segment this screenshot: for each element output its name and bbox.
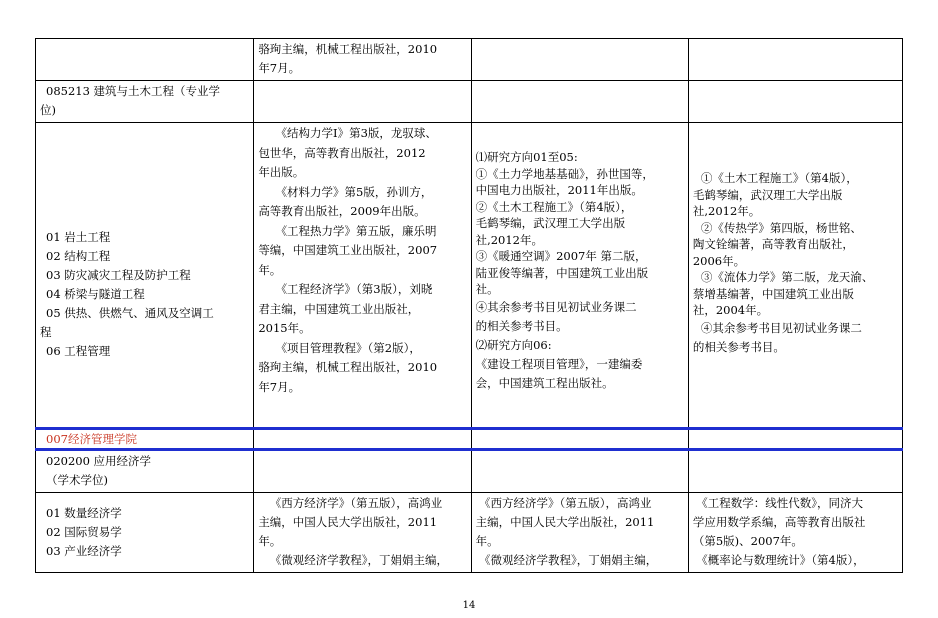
text-line: 社,2012年。 [692, 204, 761, 218]
text-line: 01 岩土工程 [46, 229, 111, 244]
text-line: 《工程经济学》（第3版），刘晓 [275, 282, 433, 296]
text-line: 社,2012年。 [475, 232, 543, 247]
text-line: ③《暖通空调》2007年 第二版， [475, 249, 647, 263]
text-line: 《微观经济学教程》，丁娟娟主编， [269, 553, 449, 567]
table-cell [688, 81, 902, 123]
exam-books-cell [254, 493, 471, 573]
text-line: 蔡增基编著，中国建筑工业出版 [692, 286, 854, 301]
table-row [36, 81, 903, 123]
retest-books-cell [471, 123, 688, 429]
text-line: 高等教育出版社，2009年出版。 [258, 204, 426, 218]
text-line: 年7月。 [258, 379, 301, 394]
text-line: 02 结构工程 [46, 248, 111, 263]
table-cell [254, 429, 471, 450]
text-line: ①《土力学地基基础》，孙世国等， [475, 166, 654, 181]
text-line: 《材料力学》第5版，孙训方， [275, 184, 433, 199]
text-line: 03 防灾减灾工程及防护工程 [46, 267, 191, 282]
college-name: 007经济管理学院 [46, 432, 137, 446]
text-line: 君主编，中国建筑工业出版社， [258, 301, 420, 316]
text-line: 《微观经济学教程》，丁娟娟主编， [479, 553, 658, 567]
table-row [36, 39, 903, 81]
major-name-cell [36, 450, 254, 493]
text-line: 04 桥梁与隧道工程 [46, 286, 145, 301]
text-line: 主编，中国人民大学出版社，2011 [258, 515, 438, 529]
college-row [36, 429, 903, 450]
text-line: 包世华，高等教育出版社，2012 [258, 145, 426, 160]
research-directions-cell [36, 493, 254, 573]
text-line: 位) [40, 103, 56, 117]
table-cell [688, 429, 902, 450]
table-row [36, 450, 903, 493]
text-line: 《结构力学Ⅰ》第3版，龙驭球、 [275, 126, 437, 140]
table-row [36, 123, 903, 429]
text-line: 《概率论与数理统计》（第4版）， [696, 553, 865, 567]
text-line: 03 产业经济学 [46, 543, 122, 558]
text-line: ②《土木工程施工》（第4版）， [475, 199, 633, 214]
text-line: 《项目管理教程》（第2版）， [275, 340, 421, 355]
college-name-cell [36, 429, 254, 450]
text-line: 085213 建筑与土木工程（专业学 [46, 84, 221, 98]
text-line: 骆珣主编，机械工程出版社，2010 [258, 360, 438, 374]
text-line: ③《流体力学》第二版，龙天渝、 [700, 270, 874, 284]
text-line: 等编，中国建筑工业出版社，2007 [258, 243, 438, 257]
table-cell [688, 39, 902, 81]
text-line: 主编，中国人民大学出版社，2011 [475, 515, 655, 529]
text-line: ④其余参考书目见初试业务课二 [700, 320, 862, 335]
text-line: 年7月。 [258, 61, 301, 75]
text-line: 陆亚俊等编著，中国建筑工业出版 [475, 265, 649, 280]
text-line: 《西方经济学》（第五版），高鸿业 [269, 496, 443, 510]
major-name-cell [36, 81, 254, 123]
table-cell [254, 450, 471, 493]
text-line: （学术学位) [46, 473, 108, 487]
text-line: ②《传热学》第四版，杨世铭、 [700, 220, 862, 235]
research-directions-cell [36, 123, 254, 429]
exam-books-cell [254, 123, 471, 429]
text-line: 毛鹤琴编，武汉理工大学出版 [692, 187, 843, 202]
text-line: 程 [40, 324, 52, 339]
page-number: 14 [462, 600, 476, 611]
text-line: 《工程数学：线性代数》，同济大 [696, 496, 864, 510]
text-line: ⑵研究方向06: [475, 337, 552, 352]
text-line: ⑴研究方向01至05: [475, 150, 578, 164]
text-line: 社。 [475, 282, 499, 296]
text-line: 陶文铨编著，高等教育出版社， [692, 237, 854, 251]
text-line: 年。 [258, 534, 282, 548]
text-line: 2006年。 [692, 253, 746, 268]
text-line: 社，2004年。 [692, 303, 769, 317]
text-line: 会，中国建筑工程出版社。 [475, 375, 614, 390]
equivalent-books-cell [688, 123, 902, 429]
text-line: 《西方经济学》（第五版），高鸿业 [479, 496, 652, 510]
text-line: ④其余参考书目见初试业务课二 [475, 299, 637, 314]
table-cell [254, 39, 471, 81]
equivalent-books-cell [688, 493, 902, 573]
catalog-table [35, 38, 903, 573]
text-line: 年出版。 [258, 165, 305, 179]
text-line: 骆珣主编，机械工程出版社，2010 [258, 42, 438, 56]
text-line: 02 国际贸易学 [46, 524, 122, 539]
table-cell [471, 39, 688, 81]
retest-books-cell [471, 493, 688, 573]
table-cell [471, 450, 688, 493]
text-line: 的相关参考书目。 [475, 318, 568, 333]
text-line: 年。 [258, 262, 282, 277]
text-line: 年。 [475, 534, 499, 548]
text-line: 2015年。 [258, 321, 311, 335]
text-line: （第5版)、2007年。 [692, 534, 803, 548]
text-line: 的相关参考书目。 [692, 339, 785, 354]
text-line: 《建设工程项目管理》，一建编委 [475, 356, 643, 371]
text-line: 学应用数学系编，高等教育出版社 [692, 515, 866, 529]
text-line: 《工程热力学》第五版，廉乐明 [275, 223, 437, 238]
table-row [36, 493, 903, 573]
text-line: 020200 应用经济学 [46, 454, 152, 468]
text-line: 06 工程管理 [46, 343, 111, 358]
text-line: 毛鹤琴编，武汉理工大学出版 [475, 216, 626, 230]
text-line: 01 数量经济学 [46, 505, 122, 520]
text-line: 05 供热、供燃气、通风及空调工 [46, 305, 214, 320]
text-line: 中国电力出版社，2011年出版。 [475, 183, 643, 197]
table-cell [471, 429, 688, 450]
table-cell [36, 39, 254, 81]
text-line: ①《土木工程施工》（第4版）， [700, 171, 858, 185]
table-cell [688, 450, 902, 493]
table-cell [471, 81, 688, 123]
table-cell [254, 81, 471, 123]
